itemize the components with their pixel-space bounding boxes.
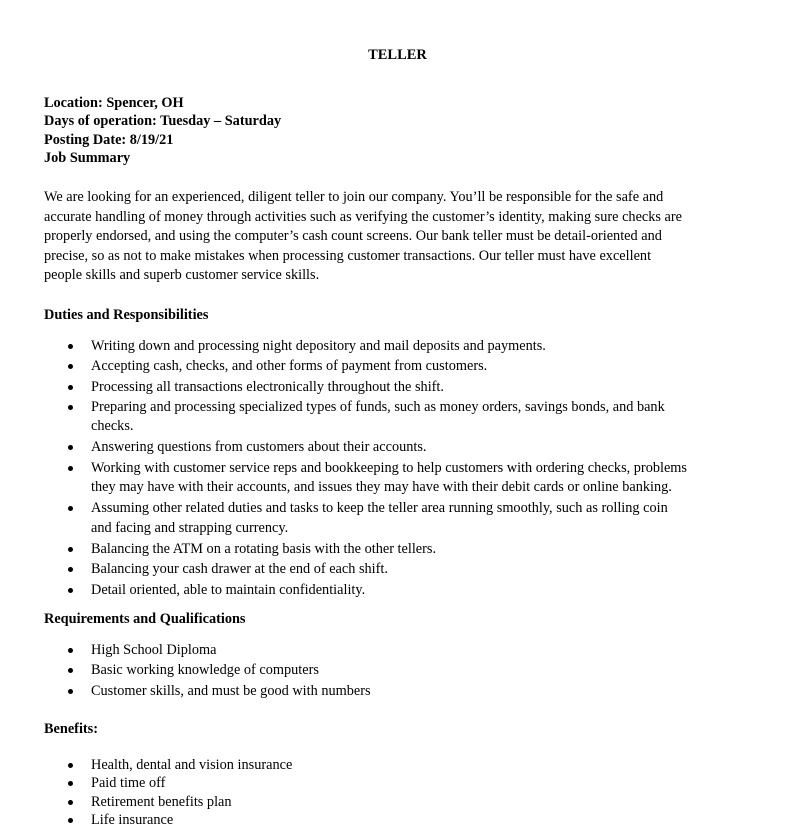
list-item-text: Writing down and processing night depository and mail deposits and payments. <box>91 338 546 354</box>
requirements-heading: Requirements and Qualifications <box>44 611 246 627</box>
list-item-text: Health, dental and vision insurance <box>91 757 293 773</box>
list-item-text: Balancing your cash drawer at the end of each shift. <box>91 561 388 578</box>
list-item-text: Answering questions from customers about their accounts. <box>91 439 427 456</box>
list-item <box>44 559 759 579</box>
list-item <box>44 377 759 397</box>
document-title: TELLER <box>368 47 427 63</box>
summary-line: precise, so as not to make mistakes when processing customer transactions. Our teller must have excellent <box>44 247 652 264</box>
list-item <box>44 397 759 435</box>
list-item <box>44 640 759 660</box>
list-item <box>44 498 759 536</box>
list-item-text: Paid time off <box>91 775 166 792</box>
duties-list <box>44 336 759 600</box>
list-item <box>44 774 759 792</box>
list-item-text: Basic working knowledge of computers <box>91 662 319 679</box>
list-item-text: Detail oriented, able to maintain confidentiality. <box>91 581 366 598</box>
list-item-text: Retirement benefits plan <box>91 793 232 810</box>
list-item-text: Life insurance <box>91 811 174 828</box>
list-item-text: Accepting cash, checks, and other forms of payment from customers. <box>91 358 488 375</box>
posting-date-line: Posting Date: 8/19/21 <box>44 131 174 148</box>
list-item-text: High School Diploma <box>91 642 217 658</box>
job-summary-paragraph <box>44 188 756 286</box>
list-item <box>44 756 759 774</box>
job-meta <box>44 94 281 167</box>
list-item <box>44 681 759 701</box>
list-item-text: Assuming other related duties and tasks to keep the teller area running smoothly, such as rolling coin <box>91 500 668 517</box>
list-item <box>44 458 759 496</box>
list-item <box>44 336 759 356</box>
list-item-text: Processing all transactions electronically throughout the shift. <box>91 378 444 395</box>
list-item <box>44 580 759 600</box>
list-item <box>44 539 759 559</box>
list-item-text: Balancing the ATM on a rotating basis with the other tellers. <box>91 540 437 557</box>
days-of-operation-line: Days of operation: Tuesday – Saturday <box>44 113 282 130</box>
list-item-text: and facing and strapping currency. <box>91 519 289 536</box>
list-item <box>44 437 759 457</box>
list-item-text: Customer skills, and must be good with numbers <box>91 682 371 699</box>
list-item <box>44 793 759 811</box>
list-item-text: they may have with their accounts, and issues they may have with their debit cards or online banking. <box>91 479 672 496</box>
list-item <box>44 660 759 680</box>
location-line: Location: Spencer, OH <box>44 95 184 111</box>
list-item-text: checks. <box>91 418 134 435</box>
benefits-heading: Benefits: <box>44 721 98 737</box>
benefits-list <box>44 756 759 829</box>
summary-line: accurate handling of money through activities such as verifying the customer’s identity, making sure checks are <box>44 208 682 225</box>
summary-line: We are looking for an experienced, diligent teller to join our company. You’ll be responsible for the safe and <box>44 189 664 205</box>
list-item-text: Working with customer service reps and bookkeeping to help customers with ordering checks, problems <box>91 459 687 476</box>
summary-line: properly endorsed, and using the computer’s cash count screens. Our bank teller must be detail-oriented and <box>44 228 662 245</box>
summary-line: people skills and superb customer service skills. <box>44 267 320 284</box>
list-item <box>44 811 759 829</box>
job-summary-heading: Job Summary <box>44 149 131 166</box>
requirements-list <box>44 640 759 701</box>
duties-heading: Duties and Responsibilities <box>44 307 209 323</box>
list-item <box>44 356 759 376</box>
list-item-text: Preparing and processing specialized types of funds, such as money orders, savings bonds, and bank <box>91 398 665 415</box>
